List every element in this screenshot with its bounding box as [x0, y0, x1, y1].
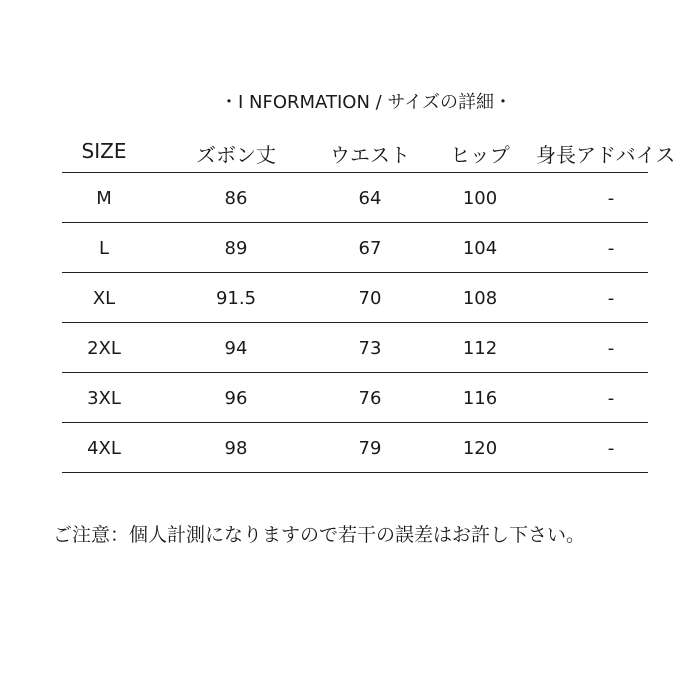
- table-header-row: [62, 135, 676, 173]
- cell-length: 91.5: [215, 288, 257, 309]
- cell-size: 3XL: [87, 388, 121, 409]
- cell-size: M: [96, 188, 112, 209]
- page-title: ・I NFORMATION / サイズの詳細・: [220, 92, 512, 113]
- header-size: SIZE: [81, 139, 127, 163]
- cell-hip: 120: [462, 438, 498, 459]
- cell-hip: 116: [462, 388, 498, 409]
- table-row: [62, 323, 648, 373]
- cell-length: 94: [224, 338, 248, 359]
- cell-height-advice: -: [607, 188, 615, 209]
- cell-length: 86: [224, 188, 248, 209]
- header-height-advice: 身長アドバイス: [536, 143, 676, 167]
- cell-size: XL: [92, 288, 116, 309]
- cell-size: 4XL: [87, 438, 121, 459]
- table-row: [62, 223, 648, 273]
- cell-height-advice: -: [607, 288, 615, 309]
- cell-waist: 64: [358, 188, 382, 209]
- size-table: [62, 135, 676, 473]
- cell-hip: 112: [462, 338, 498, 359]
- cell-size: 2XL: [87, 338, 121, 359]
- header-hip: ヒップ: [450, 143, 510, 167]
- cell-waist: 73: [358, 338, 382, 359]
- cell-waist: 79: [358, 438, 382, 459]
- table-row: [62, 173, 648, 223]
- cell-length: 98: [224, 438, 248, 459]
- cell-hip: 104: [462, 238, 498, 259]
- cell-hip: 108: [462, 288, 498, 309]
- cell-waist: 67: [358, 238, 382, 259]
- cell-height-advice: -: [607, 238, 615, 259]
- cell-waist: 70: [358, 288, 382, 309]
- cell-height-advice: -: [607, 438, 615, 459]
- cell-length: 96: [224, 388, 248, 409]
- header-waist: ウエスト: [330, 143, 410, 167]
- table-row: [62, 373, 648, 423]
- cell-size: L: [98, 238, 110, 259]
- cell-length: 89: [224, 238, 248, 259]
- cell-height-advice: -: [607, 338, 615, 359]
- header-length: ズボン丈: [196, 143, 276, 167]
- measurement-note: ご注意：個人計測になりますので若干の誤差はお許し下さい。: [53, 524, 586, 546]
- table-row: [62, 423, 648, 473]
- table-row: [62, 273, 648, 323]
- cell-hip: 100: [462, 188, 498, 209]
- cell-height-advice: -: [607, 388, 615, 409]
- cell-waist: 76: [358, 388, 382, 409]
